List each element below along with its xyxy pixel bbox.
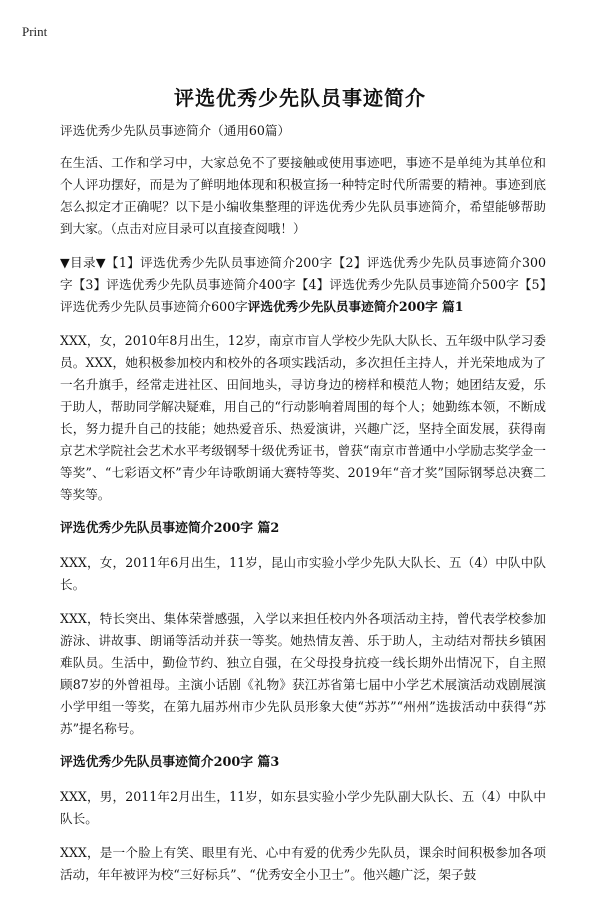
section-1-paragraph-1: XXX，女，2010年8月出生，12岁，南京市盲人学校少先队大队长、五年级中队学习委员。XXX，她积极参加校内和校外的各项实践活动，多次担任主持人，并光荣地成为了一名升旗手，经常走进社区、田间地头，寻访身边的榜样和模范人物；她团结友爱，乐于助人，帮助同学解决疑难，用自己的“行动影响着周围的每个人；她勤练本领，不断成长，努力提升自己的技能；她热爱音乐、热爱演讲，兴趣广泛，坚持全面发展，获得南京艺术学院社会艺术水平考级钢琴十级优秀证书，曾获“南京市普通中小学励志奖学金一等奖”、“七彩语文杯”青少年诗歌朗诵大赛特等奖、2019年“音才奖”国际钢琴总决赛二等奖等。: [60, 333, 546, 502]
section-3-paragraph-2: XXX，是一个脸上有笑、眼里有光、心中有爱的优秀少先队员，课余时间积极参加各项活动，年年被评为校“三好标兵”、“优秀安全小卫士”。他兴趣广泛，架子鼓: [60, 845, 546, 882]
toc-link-2[interactable]: 【2】评选优秀少先队员事迹简介300字: [60, 255, 546, 292]
section-3-paragraph-1: XXX，男，2011年2月出生，11岁，如东县实验小学少先队副大队长、五（4）中队中队长。: [60, 789, 546, 826]
print-link[interactable]: Print: [22, 24, 48, 39]
toc-prefix: ▼目录▼: [60, 255, 106, 270]
intro-paragraph: 在生活、工作和学习中，大家总免不了要接触或使用事迹吧，事迹不是单纯为其单位和个人评功摆好，而是为了鲜明地体现和积极宣扬一种特定时代所需要的精神。事迹到底怎么拟定才正确呢？以下是小编收集整理的评选优秀少先队员事迹简介，希望能够帮助到大家。（点击对应目录可以直接查阅哦！）: [60, 155, 546, 236]
section-heading-2: 评选优秀少先队员事迹简介200字 篇2: [60, 521, 280, 536]
section-2-paragraph-1: XXX，女，2011年6月出生，11岁，昆山市实验小学少先队大队长、五（4）中队中队长。: [60, 555, 546, 592]
page-title: 评选优秀少先队员事迹简介: [174, 86, 426, 110]
section-heading-3: 评选优秀少先队员事迹简介200字 篇3: [60, 755, 280, 770]
section-heading-1: 评选优秀少先队员事迹简介200字 篇1: [247, 299, 464, 314]
toc-link-5[interactable]: 【5】评选优秀少先队员事迹简介600字: [60, 277, 546, 314]
toc-link-1[interactable]: 【1】评选优秀少先队员事迹简介200字: [105, 255, 333, 270]
document-subtitle: 评选优秀少先队员事迹简介（通用60篇）: [60, 123, 291, 138]
toc-link-3[interactable]: 【3】评选优秀少先队员事迹简介400字: [72, 277, 296, 292]
article-body: [60, 120, 546, 898]
toc-link-4[interactable]: 【4】评选优秀少先队员事迹简介500字: [295, 277, 519, 292]
table-of-contents: [60, 252, 546, 318]
section-2-paragraph-2: XXX，特长突出、集体荣誉感强，入学以来担任校内外各项活动主持，曾代表学校参加游泳、讲故事、朗诵等活动并获一等奖。她热情友善、乐于助人，主动结对帮扶乡镇困难队员。生活中，勤俭节约、独立自强，在父母投身抗疫一线长期外出情况下，自主照顾87岁的外曾祖母。主演小话剧《礼物》获江苏省第七届中小学艺术展演活动戏剧展演小学甲组一等奖，在第九届苏州市少先队员形象大使“苏苏”“州州”选拔活动中获得“苏苏”提名称号。: [60, 611, 546, 736]
